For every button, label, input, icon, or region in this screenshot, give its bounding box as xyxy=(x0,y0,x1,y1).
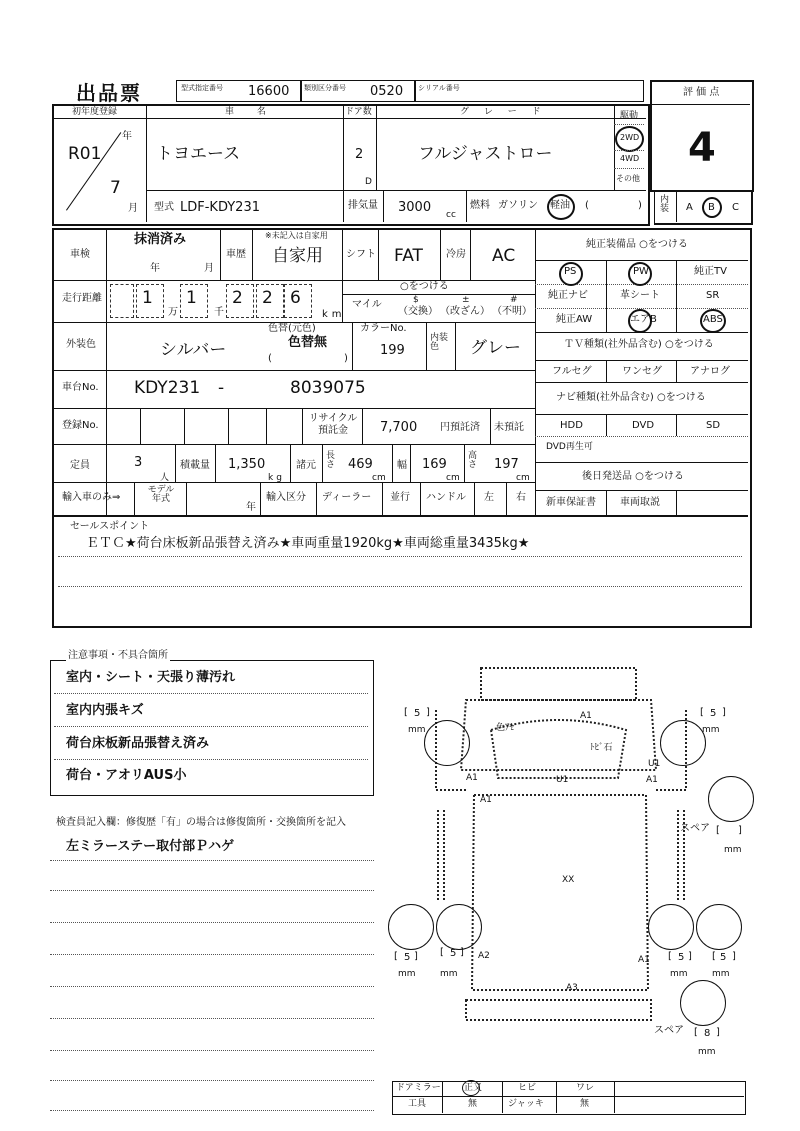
mileage-unknown: （不明） xyxy=(492,306,532,317)
equip-abs-circle xyxy=(700,309,726,333)
reg-month: 7 xyxy=(110,178,121,198)
mark-hibi: ﾄﾋﾞ石 xyxy=(590,743,613,753)
color-value: シルバー xyxy=(160,340,227,360)
equip-pw: PW xyxy=(633,266,649,277)
type-no-label: 型式指定番号 xyxy=(181,84,223,92)
equip-tv: 純正TV xyxy=(694,266,727,277)
mileage-mile: マイル xyxy=(352,299,382,310)
drive-2wd-circle xyxy=(615,126,644,152)
mark-u1-right: U1 xyxy=(648,759,661,769)
mileage-altered: （改ざん） xyxy=(440,306,490,317)
mileage-label: 走行距離 xyxy=(62,293,102,304)
door-code: D xyxy=(365,177,372,187)
jack-value: 無 xyxy=(580,1099,590,1109)
mileage-box-1 xyxy=(110,284,134,318)
recycle-deposited: 円預託済 xyxy=(440,422,480,433)
mileage-man: 万 xyxy=(168,307,178,318)
chassis-number: 8039075 xyxy=(290,378,366,398)
tread-rr-1: 5 xyxy=(678,952,685,963)
load-label: 積載量 xyxy=(180,460,210,471)
tire-rear-left-outer xyxy=(388,904,434,950)
form-title: 出品票 xyxy=(76,81,142,105)
inspector-label: 検査員記入欄：修復歴「有」の場合は修復箇所・交換箇所を記入 xyxy=(56,817,346,828)
dims-label: 諸元 xyxy=(296,460,316,471)
spare-tire-2 xyxy=(680,980,726,1026)
handle-label: ハンドル xyxy=(426,492,466,503)
color-change-value: 色替無 xyxy=(288,335,328,350)
handle-left: 左 xyxy=(484,492,494,503)
spare-unit-2: mm xyxy=(698,1047,716,1057)
door-mirror-value: 正又 xyxy=(464,1083,483,1093)
model-year-unit: 年 xyxy=(246,502,256,513)
break-label: ワレ xyxy=(576,1083,595,1093)
inspector-text: 左ミラーステー取付部Ｐハゲ xyxy=(66,839,235,854)
equip-airbag: エアB xyxy=(630,314,657,325)
import-div-label: 輸入区分 xyxy=(266,492,306,503)
drive-other: その他 xyxy=(616,174,640,183)
color-label: 外装色 xyxy=(66,339,96,350)
interior-c: C xyxy=(732,202,739,213)
chassis-dash: - xyxy=(218,378,225,398)
interior-b-circle xyxy=(702,197,722,218)
type-no: 16600 xyxy=(248,84,290,99)
mark-a1-right: A1 xyxy=(646,775,658,785)
mileage-digit-4: 2 xyxy=(262,288,273,308)
tread-rr-1-unit: mm xyxy=(670,969,688,979)
mileage-digit-2: 1 xyxy=(186,288,197,308)
doors-value: 2 xyxy=(355,147,364,162)
equip-pw-circle xyxy=(628,262,652,286)
tire-front-right xyxy=(660,720,706,766)
doors-label: ドア数 xyxy=(345,107,372,117)
mark-a1-rear: A1 xyxy=(638,955,650,965)
load-unit: kg xyxy=(268,473,285,483)
chassis-model: KDY231 xyxy=(134,378,201,398)
equip-sr: SR xyxy=(706,290,720,301)
handle-right: 右 xyxy=(516,492,526,503)
model-label: 型式 xyxy=(154,202,174,213)
load-value: 1,350 xyxy=(228,457,266,472)
width-value: 169 xyxy=(422,457,447,472)
mileage-circle-note: ○をつける xyxy=(400,281,449,292)
mark-a3: A3 xyxy=(566,983,578,993)
score-value: 4 xyxy=(688,125,716,171)
history-label: 車歴 xyxy=(226,249,246,260)
mark-a1-front: A1 xyxy=(480,795,492,805)
length-label: 長さ xyxy=(326,451,336,470)
cab-roof xyxy=(481,668,636,700)
car-name-label: 車 名 xyxy=(225,107,276,117)
height-label: 高さ xyxy=(468,451,478,470)
tv-fullseg: フルセグ xyxy=(552,366,592,377)
reg-year-unit: 年 xyxy=(122,131,132,142)
equip-airbag-circle xyxy=(628,309,652,333)
spare-label-2: スペア xyxy=(654,1025,684,1036)
ac-label: 冷房 xyxy=(446,249,466,260)
color-no-label: カラーNo. xyxy=(360,323,407,334)
disp-label: 排気量 xyxy=(348,200,378,211)
equip-navi: 純正ナビ xyxy=(548,290,588,301)
height-value: 197 xyxy=(494,457,519,472)
shift-value: FAT xyxy=(394,246,423,266)
width-unit: cm xyxy=(446,473,460,483)
fuel-label: 燃料 xyxy=(470,200,490,211)
tread-rl-1-unit: mm xyxy=(398,969,416,979)
ac-value: AC xyxy=(492,246,516,266)
equipment-title: 純正装備品 ○をつける xyxy=(586,239,688,250)
recycle-not-deposited: 未預託 xyxy=(494,422,524,433)
inspection-year: 年 xyxy=(150,263,160,274)
class-no-label: 類別区分番号 xyxy=(304,84,346,92)
recycle-value: 7,700 xyxy=(380,420,418,435)
drive-4wd: 4WD xyxy=(620,154,640,163)
mark-xx: XX xyxy=(562,875,575,885)
int-color-value: グレー xyxy=(470,338,521,358)
spare-label-1: スペア xyxy=(680,823,710,834)
door-mirror-label: ドアミラー xyxy=(396,1083,441,1093)
tread-rl-2-unit: mm xyxy=(440,969,458,979)
equip-abs: ABS xyxy=(703,314,723,325)
tread-rl-1: 5 xyxy=(404,952,411,963)
mileage-digit-1: 1 xyxy=(142,288,153,308)
docs-title: 後日発送品 ○をつける xyxy=(582,471,684,482)
interior-label: 内装 xyxy=(660,195,670,214)
car-name: トヨエース xyxy=(156,144,241,164)
tread-fl-unit: mm xyxy=(408,725,426,735)
reg-year: R01 xyxy=(68,144,102,164)
color-change-label: 色替(元色) xyxy=(268,323,316,334)
grade-value: フルジャストロー xyxy=(418,144,553,164)
interior-a: A xyxy=(686,202,693,213)
navi-dvd-play: DVD再生可 xyxy=(546,442,593,452)
disp-value: 3000 xyxy=(398,200,432,215)
spare-tire-1 xyxy=(708,776,754,822)
history-value: 自家用 xyxy=(272,246,323,266)
inspection-value: 抹消済み xyxy=(134,232,187,247)
reg-month-unit: 月 xyxy=(128,203,138,214)
tire-rear-right-outer xyxy=(696,904,742,950)
tire-rear-right-inner xyxy=(648,904,694,950)
serial-label: シリアル番号 xyxy=(418,84,460,92)
navi-sd: SD xyxy=(706,420,721,431)
rear-gate xyxy=(466,1000,651,1020)
note-2: 室内内張キズ xyxy=(66,703,144,718)
history-note: ※未記入は自家用 xyxy=(265,231,328,240)
tv-oneseg: ワンセグ xyxy=(622,366,662,377)
fuel-diesel: 軽油 xyxy=(550,200,570,211)
color-no: 199 xyxy=(380,343,405,358)
mark-a1-left: A1 xyxy=(466,773,478,783)
cab-body xyxy=(461,700,656,770)
import-parallel: 並行 xyxy=(390,492,410,503)
equip-aw: 純正AW xyxy=(556,314,593,325)
grade-label: グ レ ー ド xyxy=(460,107,547,117)
class-no: 0520 xyxy=(370,84,404,99)
sales-text: ＥＴＣ★荷台床板新品張替え済み★車両重量1920kg★車両総重量3435kg★ xyxy=(86,536,530,551)
mark-a1-top: A1 xyxy=(580,711,592,721)
length-value: 469 xyxy=(348,457,373,472)
disp-unit: cc xyxy=(446,210,456,220)
spare-tread-2: 8 xyxy=(704,1028,711,1039)
registration-label: 登録No. xyxy=(62,420,99,431)
jack-label: ジャッキ xyxy=(508,1099,544,1109)
tread-rl-2: 5 xyxy=(450,948,457,959)
doc-manual: 車両取説 xyxy=(620,497,660,508)
extras-table xyxy=(392,1081,746,1115)
model-value: LDF-KDY231 xyxy=(180,200,260,215)
mileage-swap: （交換） xyxy=(398,306,438,317)
tread-fr-unit: mm xyxy=(702,725,720,735)
model-year-label: モデル年式 xyxy=(147,485,175,504)
equip-ps-circle xyxy=(559,262,583,286)
tread-fr: 5 xyxy=(710,708,717,719)
import-label: 輸入車のみ⇒ xyxy=(62,492,121,503)
tire-front-left xyxy=(424,720,470,766)
score-label: 評 価 点 xyxy=(683,87,720,98)
shift-label: シフト xyxy=(346,249,376,260)
sales-label: セールスポイント xyxy=(70,521,150,532)
tv-title: ＴＶ種類(社外品含む) ○をつける xyxy=(564,339,714,350)
mileage-sen: 千 xyxy=(214,307,224,318)
tread-fl: 5 xyxy=(414,708,421,719)
mark-iroase: 色ｱｾ xyxy=(496,723,515,733)
equip-ps: PS xyxy=(564,266,577,277)
navi-title: ナビ種類(社外品含む) ○をつける xyxy=(556,392,706,403)
drive-label: 駆動 xyxy=(620,111,639,121)
crack-label: ヒビ xyxy=(518,1083,537,1093)
door-mirror-circle xyxy=(462,1080,483,1096)
tv-analog: アナログ xyxy=(690,366,730,377)
doc-warranty: 新車保証書 xyxy=(546,497,596,508)
navi-dvd: DVD xyxy=(632,420,655,431)
inspection-label: 車検 xyxy=(70,249,90,260)
tools-value: 無 xyxy=(468,1099,478,1109)
drive-2wd: 2WD xyxy=(620,133,640,142)
bed-floor xyxy=(472,795,648,990)
capacity-person-unit: 人 xyxy=(160,473,170,483)
note-3: 荷台床板新品張替え済み xyxy=(66,736,210,751)
import-dealer: ディーラー xyxy=(322,492,372,503)
int-color-label: 内装色 xyxy=(430,333,449,352)
mileage-km: km xyxy=(322,309,346,320)
inspection-month: 月 xyxy=(204,263,214,274)
recycle-label: リサイクル預託金 xyxy=(308,413,358,436)
mark-u1: U1 xyxy=(556,775,569,785)
interior-b: B xyxy=(708,202,715,213)
spare-unit-1: mm xyxy=(724,845,742,855)
equip-leather: 革シート xyxy=(620,290,660,301)
note-1: 室内・シート・天張り薄汚れ xyxy=(66,670,236,685)
mileage-digit-3: 2 xyxy=(232,288,243,308)
width-label: 幅 xyxy=(397,460,407,471)
first-reg-label: 初年度登録 xyxy=(72,107,118,117)
note-4: 荷台・アオリAUS小 xyxy=(66,768,187,783)
tools-label: 工具 xyxy=(408,1099,427,1109)
capacity-label: 定員 xyxy=(70,460,90,471)
height-unit: cm xyxy=(516,473,530,483)
fuel-diesel-circle xyxy=(547,194,575,220)
mileage-digit-5: 6 xyxy=(290,288,301,308)
chassis-label: 車台No. xyxy=(62,382,99,393)
left-rail xyxy=(438,810,444,900)
length-unit: cm xyxy=(372,473,386,483)
capacity-persons: 3 xyxy=(134,455,143,470)
tread-rr-2: 5 xyxy=(720,952,727,963)
navi-hdd: HDD xyxy=(560,420,583,431)
mark-a2: A2 xyxy=(478,951,490,961)
tread-rr-2-unit: mm xyxy=(712,969,730,979)
fuel-gasoline: ガソリン xyxy=(498,200,538,211)
tire-rear-left-inner xyxy=(436,904,482,950)
notes-label: 注意事項・不具合箇所 xyxy=(68,650,168,661)
